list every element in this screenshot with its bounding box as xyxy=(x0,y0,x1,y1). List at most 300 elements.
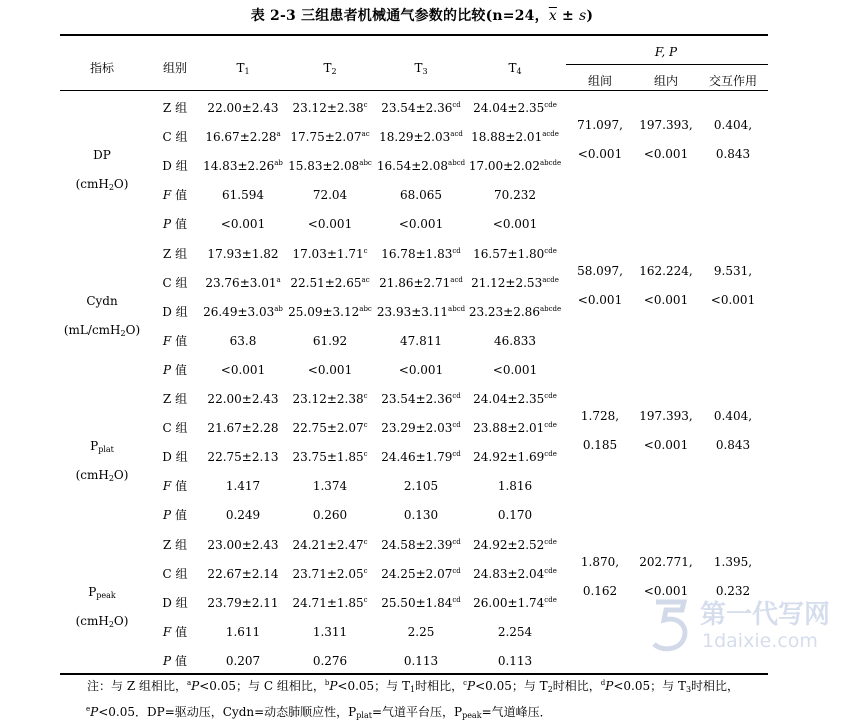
cell-superscript: cde xyxy=(544,101,557,109)
table-row-group xyxy=(163,130,188,144)
header-fp xyxy=(655,45,677,59)
fp-p-text: <0.001 xyxy=(577,293,623,307)
table-cell-t3 xyxy=(381,247,461,261)
note-segment: 注：与 Z 组相比， xyxy=(87,679,187,693)
group-letter: P xyxy=(163,217,172,232)
fp-within-p xyxy=(644,147,688,161)
table-cell-t1 xyxy=(207,567,278,581)
header-time-label: T xyxy=(508,61,517,75)
table-cell-t1 xyxy=(205,130,280,144)
cell-superscript: abcd xyxy=(448,159,466,168)
cell-superscript: acd xyxy=(450,130,463,139)
cell-superscript: a xyxy=(276,276,281,285)
table-cell-t2 xyxy=(313,188,347,202)
title-suffix: ) xyxy=(586,8,594,24)
header-indicator xyxy=(90,61,114,75)
cell-value: <0.001 xyxy=(398,217,444,232)
table-cell-t2 xyxy=(292,101,367,115)
indicator-name xyxy=(86,294,117,308)
fp-p-text: <0.001 xyxy=(643,147,689,161)
table-cell-t3 xyxy=(381,538,461,552)
table-cell-t4 xyxy=(473,567,557,581)
table-row-group xyxy=(163,334,187,348)
cell-value: 23.79±2.11 xyxy=(207,596,279,611)
cell-value: 16.78±1.83 xyxy=(381,247,453,261)
unit-main: (cmH xyxy=(75,614,109,628)
group-rest: 值 xyxy=(171,334,188,349)
cell-superscript: acde xyxy=(542,276,559,285)
cell-superscript: c xyxy=(363,450,368,459)
cell-superscript: abcd xyxy=(448,305,466,314)
top-rule xyxy=(60,34,768,36)
table-cell-t1 xyxy=(207,538,278,552)
indicator-name-text: DP xyxy=(93,148,111,162)
cell-value: 17.93±1.82 xyxy=(207,247,279,261)
cell-value: 1.816 xyxy=(497,479,533,494)
cell-value: 2.25 xyxy=(407,625,435,640)
table-cell-t4 xyxy=(498,654,532,668)
cell-value: 0.113 xyxy=(403,654,439,669)
note-segment: 1 xyxy=(409,685,416,694)
cell-value: <0.001 xyxy=(398,363,444,378)
cell-value: 23.12±2.38 xyxy=(292,101,364,115)
table-cell-t1 xyxy=(226,625,260,639)
table-cell-t3 xyxy=(400,188,442,202)
group-label: D 组 xyxy=(162,159,188,174)
cell-value: 1.374 xyxy=(312,479,348,494)
group-label: Z 组 xyxy=(162,538,188,552)
unit-main: (cmH xyxy=(75,177,109,191)
table-note-line1 xyxy=(87,677,739,694)
cell-value: 18.88±2.01 xyxy=(471,130,543,145)
fp-p-text: <0.001 xyxy=(577,147,623,161)
fp-stat-text: 1.728, xyxy=(580,409,620,423)
table-row-group xyxy=(163,392,187,406)
cell-value: 17.00±2.02 xyxy=(468,159,540,174)
table-cell-t2 xyxy=(288,305,372,319)
fp-between-p xyxy=(583,438,617,452)
indicator-name-text: P xyxy=(88,585,97,599)
table-cell-t4 xyxy=(473,421,557,435)
note-segment: =气道平台压，P xyxy=(371,705,463,719)
note-segment: 2 xyxy=(547,685,553,694)
fp-within-stat xyxy=(639,555,692,569)
group-label: C 组 xyxy=(162,567,188,582)
table-cell-t4 xyxy=(493,217,537,231)
cell-value: 1.311 xyxy=(312,625,348,640)
fp-between-stat xyxy=(577,264,623,278)
cell-superscript: cde xyxy=(544,596,557,605)
table-cell-t1 xyxy=(226,654,260,668)
note-segment: c xyxy=(463,679,468,687)
table-cell-t2 xyxy=(288,159,372,173)
table-cell-t3 xyxy=(379,276,463,290)
fp-between-p xyxy=(583,584,617,598)
cell-value: 24.21±2.47 xyxy=(292,538,364,552)
table-cell-t2 xyxy=(308,217,352,231)
fp-inter-stat xyxy=(714,409,752,423)
cell-value: <0.001 xyxy=(492,363,538,378)
note-segment: <0.05；与 T xyxy=(475,679,548,693)
fp-within-p xyxy=(644,293,688,307)
table-cell-t3 xyxy=(381,596,461,610)
note-segment: b xyxy=(324,679,330,687)
cell-value: 22.00±2.43 xyxy=(207,101,279,115)
table-cell-t2 xyxy=(292,421,367,435)
fp-inter-stat xyxy=(714,264,752,278)
table-row-group xyxy=(163,101,187,115)
group-label: C 组 xyxy=(162,130,188,145)
fp-p-text: 0.232 xyxy=(715,584,751,598)
indicator-name-text: P xyxy=(90,439,99,453)
cell-value: 16.57±1.80 xyxy=(473,247,545,261)
cell-value: 0.113 xyxy=(497,654,533,669)
table-cell-t1 xyxy=(207,596,278,610)
header-time-label: T xyxy=(414,61,423,75)
header-fp-sub-1 xyxy=(654,74,678,88)
table-cell-t1 xyxy=(203,159,283,173)
group-label: C 组 xyxy=(162,421,188,436)
table-cell-t2 xyxy=(313,479,347,493)
header-fp-sub-text: 组内 xyxy=(653,74,679,88)
cell-value: <0.001 xyxy=(307,363,353,378)
watermark-icon xyxy=(648,596,694,654)
cell-superscript: c xyxy=(363,421,368,430)
table-cell-t3 xyxy=(408,625,435,639)
table-row-group xyxy=(163,479,187,493)
cell-value: 47.811 xyxy=(400,334,442,349)
table-cell-t3 xyxy=(399,217,443,231)
group-rest: 值 xyxy=(171,479,188,494)
header-time-sub: 4 xyxy=(516,67,522,76)
cell-superscript: cd xyxy=(452,101,461,109)
header-fp-sub-2 xyxy=(709,74,757,88)
cell-value: 25.50±1.84 xyxy=(381,596,453,611)
table-cell-t2 xyxy=(292,538,367,552)
cell-value: 24.92±1.69 xyxy=(473,450,545,465)
note-segment: <0.05；与 T xyxy=(337,679,410,693)
group-label: D 组 xyxy=(162,305,188,320)
cell-value: 0.207 xyxy=(225,654,261,669)
cell-superscript: cde xyxy=(544,247,557,255)
cell-value: 22.75±2.07 xyxy=(292,421,364,436)
table-cell-t3 xyxy=(381,567,461,581)
cell-value: 14.83±2.26 xyxy=(203,159,275,174)
cell-value: 61.92 xyxy=(312,334,348,349)
unit-sub: 2 xyxy=(120,329,126,338)
cell-superscript: cd xyxy=(452,450,461,459)
title-xbar: $\overline{x}$ xyxy=(548,8,557,24)
cell-value: 23.12±2.38 xyxy=(292,392,364,406)
fp-stat-text: 162.224, xyxy=(639,264,693,278)
cell-superscript: cd xyxy=(452,392,461,400)
note-segment: P xyxy=(90,705,99,719)
note-segment: 时相比， xyxy=(552,679,601,693)
header-fp-sub-0 xyxy=(588,74,612,88)
cell-superscript: a xyxy=(276,130,281,139)
fp-inter-stat xyxy=(714,555,752,569)
header-group xyxy=(163,61,187,75)
table-row-group xyxy=(162,305,187,319)
table-cell-t4 xyxy=(494,334,536,348)
fp-inter-stat xyxy=(714,118,752,132)
table-cell-t3 xyxy=(404,654,438,668)
indicator-name-sub: plat xyxy=(98,445,114,454)
group-letter: P xyxy=(163,363,172,378)
table-cell-t1 xyxy=(207,421,278,435)
cell-superscript: cde xyxy=(544,392,557,400)
table-cell-t4 xyxy=(469,305,561,319)
table-cell-t1 xyxy=(226,508,260,522)
note-segment: <0.05；与 C 组相比， xyxy=(199,679,325,693)
note-segment: a xyxy=(186,679,192,687)
fp-stat-text: 9.531, xyxy=(713,264,753,278)
fp-inter-p xyxy=(716,438,750,452)
group-label: Z 组 xyxy=(162,101,188,115)
fp-p-text: <0.001 xyxy=(643,584,689,598)
table-cell-t2 xyxy=(292,596,367,610)
cell-value: 0.276 xyxy=(312,654,348,669)
note-segment: e xyxy=(86,705,91,713)
table-cell-t2 xyxy=(292,567,367,581)
header-fp-sub-text: 交互作用 xyxy=(708,74,758,88)
fp-p-text: <0.001 xyxy=(643,293,689,307)
note-segment: plat xyxy=(356,711,372,720)
group-letter: P xyxy=(163,508,172,523)
cell-value: <0.001 xyxy=(492,217,538,232)
fp-between-stat xyxy=(581,409,619,423)
fp-stat-text: 197.393, xyxy=(639,409,693,423)
cell-superscript: abc xyxy=(359,159,372,168)
cell-value: 68.065 xyxy=(400,188,442,203)
cell-value: 23.75±1.85 xyxy=(292,450,364,465)
table-cell-t3 xyxy=(381,421,461,435)
title-s: s xyxy=(579,8,587,24)
fp-p-text: 0.843 xyxy=(715,438,751,452)
table-cell-t4 xyxy=(469,159,561,173)
unit-end: O) xyxy=(113,177,129,191)
note-segment: d xyxy=(600,679,606,687)
table-cell-t2 xyxy=(313,654,347,668)
fp-p-text: 0.162 xyxy=(582,584,618,598)
cell-value: 23.93±3.11 xyxy=(376,305,449,320)
table-cell-t1 xyxy=(226,479,260,493)
cell-value: 23.54±2.36 xyxy=(381,101,453,115)
indicator-name-text: Cydn xyxy=(86,294,118,308)
fp-within-p xyxy=(644,438,688,452)
cell-value: 24.58±2.39 xyxy=(381,538,453,552)
header-time-2 xyxy=(323,61,336,75)
cell-value: 17.03±1.71 xyxy=(292,247,364,261)
cell-value: 15.83±2.08 xyxy=(288,159,360,174)
unit-end: O) xyxy=(125,323,141,337)
cell-value: 46.833 xyxy=(494,334,536,349)
cell-superscript: c xyxy=(363,596,368,605)
cell-value: 17.75±2.07 xyxy=(290,130,362,145)
table-cell-t4 xyxy=(473,450,557,464)
cell-value: <0.001 xyxy=(220,363,266,378)
cell-value: 21.12±2.53 xyxy=(471,276,543,291)
cell-value: 24.25±2.07 xyxy=(381,567,453,582)
table-cell-t3 xyxy=(379,130,463,144)
table-cell-t4 xyxy=(498,479,532,493)
table-cell-t3 xyxy=(404,508,438,522)
cell-value: 63.8 xyxy=(229,334,257,349)
table-title xyxy=(0,5,844,25)
table-row-group xyxy=(163,363,187,377)
table-cell-t3 xyxy=(377,305,465,319)
table-cell-t2 xyxy=(308,363,352,377)
group-rest: 值 xyxy=(171,188,188,203)
note-segment: 时相比， xyxy=(691,679,740,693)
indicator-name xyxy=(88,585,116,599)
note-segment: P xyxy=(467,679,476,693)
note-segment: P xyxy=(605,679,614,693)
header-time-3 xyxy=(414,61,427,75)
cell-superscript: cde xyxy=(544,538,557,546)
group-letter: F xyxy=(162,188,172,203)
table-row-group xyxy=(163,538,187,552)
cell-value: 1.417 xyxy=(225,479,261,494)
cell-value: 18.29±2.03 xyxy=(379,130,451,145)
indicator-unit xyxy=(64,323,140,337)
table-cell-t1 xyxy=(203,305,283,319)
indicator-name xyxy=(93,148,111,162)
fp-stat-text: 71.097, xyxy=(577,118,623,132)
cell-superscript: cd xyxy=(452,538,461,546)
table-row-group xyxy=(163,276,188,290)
cell-value: 23.29±2.03 xyxy=(381,421,453,436)
group-rest: 值 xyxy=(171,654,187,669)
fp-sub-rule xyxy=(566,64,768,65)
cell-value: 0.249 xyxy=(225,508,261,523)
fp-stat-text: 197.393, xyxy=(639,118,693,132)
note-segment: <0.05．DP=驱动压，Cydn=动态肺顺应性，P xyxy=(98,705,357,719)
table-cell-t1 xyxy=(230,334,257,348)
table-cell-t4 xyxy=(471,130,559,144)
table-cell-t3 xyxy=(381,101,461,115)
cell-value: 22.00±2.43 xyxy=(207,392,279,406)
group-letter: F xyxy=(162,625,172,640)
group-label: Z 组 xyxy=(162,392,188,406)
cell-value: 26.49±3.03 xyxy=(203,305,275,320)
table-cell-t2 xyxy=(313,625,347,639)
cell-value: 0.130 xyxy=(403,508,439,523)
cell-value: 23.71±2.05 xyxy=(292,567,364,582)
table-row-group xyxy=(163,247,187,261)
fp-between-stat xyxy=(577,118,623,132)
table-cell-t3 xyxy=(400,334,442,348)
fp-stat-text: 1.395, xyxy=(713,555,753,569)
group-letter: F xyxy=(162,479,172,494)
fp-between-p xyxy=(578,147,622,161)
table-cell-t2 xyxy=(290,130,369,144)
indicator-name xyxy=(90,439,114,453)
table-cell-t4 xyxy=(498,508,532,522)
header-fp-text: F, P xyxy=(654,45,678,59)
table-cell-t4 xyxy=(494,188,536,202)
cell-superscript: cd xyxy=(452,421,461,430)
table-row-group xyxy=(162,450,187,464)
table-cell-t3 xyxy=(377,159,465,173)
group-rest: 值 xyxy=(171,508,187,523)
fp-stat-text: 1.870, xyxy=(580,555,620,569)
group-label: C 组 xyxy=(162,276,188,291)
cell-value: 16.54±2.08 xyxy=(376,159,449,174)
fp-p-text: 0.185 xyxy=(582,438,618,452)
cell-value: 23.23±2.86 xyxy=(468,305,540,320)
fp-inter-p xyxy=(711,293,755,307)
cell-value: 0.260 xyxy=(312,508,348,523)
title-prefix: 表 2-3 三组患者机械通气参数的比较(n=24， xyxy=(250,8,549,24)
unit-end: O) xyxy=(113,614,129,628)
cell-superscript: ab xyxy=(274,305,283,314)
note-segment: 时相比， xyxy=(415,679,464,693)
table-row-group xyxy=(163,217,187,231)
fp-stat-text: 202.771, xyxy=(639,555,693,569)
fp-stat-text: 0.404, xyxy=(713,409,753,423)
cell-value: 1.611 xyxy=(225,625,261,640)
cell-value: 0.170 xyxy=(497,508,533,523)
watermark-logo xyxy=(648,594,838,658)
group-rest: 值 xyxy=(171,625,188,640)
cell-superscript: abcde xyxy=(539,305,562,314)
group-label: Z 组 xyxy=(162,247,188,261)
indicator-unit xyxy=(76,614,129,628)
cell-value: 70.232 xyxy=(494,188,536,203)
fp-p-text: <0.001 xyxy=(710,293,756,307)
indicator-unit xyxy=(76,468,129,482)
title-pm: ± xyxy=(556,8,580,24)
table-cell-t4 xyxy=(473,247,557,261)
header-time-label: T xyxy=(323,61,332,75)
group-letter: P xyxy=(163,654,172,669)
cell-value: 24.46±1.79 xyxy=(381,450,453,465)
table-cell-t2 xyxy=(313,334,347,348)
table-cell-t2 xyxy=(313,508,347,522)
table-cell-t1 xyxy=(205,276,280,290)
watermark-en: 1daixie.com xyxy=(702,630,818,652)
cell-value: 24.04±2.35 xyxy=(473,101,545,115)
table-cell-t4 xyxy=(473,392,557,406)
cell-value: 23.88±2.01 xyxy=(473,421,545,436)
table-cell-t1 xyxy=(221,363,265,377)
table-row-group xyxy=(163,508,187,522)
fp-between-stat xyxy=(581,555,619,569)
header-time-sub: 3 xyxy=(422,67,428,76)
table-row-group xyxy=(162,596,187,610)
cell-value: 21.67±2.28 xyxy=(207,421,279,436)
table-cell-t4 xyxy=(473,101,557,115)
cell-value: 2.105 xyxy=(403,479,439,494)
cell-value: 21.86±2.71 xyxy=(379,276,451,291)
table-cell-t2 xyxy=(292,247,367,261)
note-segment: peak xyxy=(462,711,482,720)
cell-superscript: c xyxy=(363,567,368,576)
table-row-group xyxy=(163,567,188,581)
cell-superscript: ab xyxy=(274,159,283,168)
cell-superscript: ac xyxy=(361,130,370,139)
cell-value: <0.001 xyxy=(220,217,266,232)
cell-superscript: c xyxy=(363,101,368,109)
unit-main: (mL/cmH xyxy=(63,323,121,337)
cell-value: 16.67±2.28 xyxy=(205,130,277,145)
table-row-group xyxy=(163,625,187,639)
table-cell-t4 xyxy=(498,625,532,639)
header-fp-sub-text: 组间 xyxy=(587,74,613,88)
note-segment: =气道峰压． xyxy=(481,705,552,719)
table-cell-t4 xyxy=(473,538,557,552)
